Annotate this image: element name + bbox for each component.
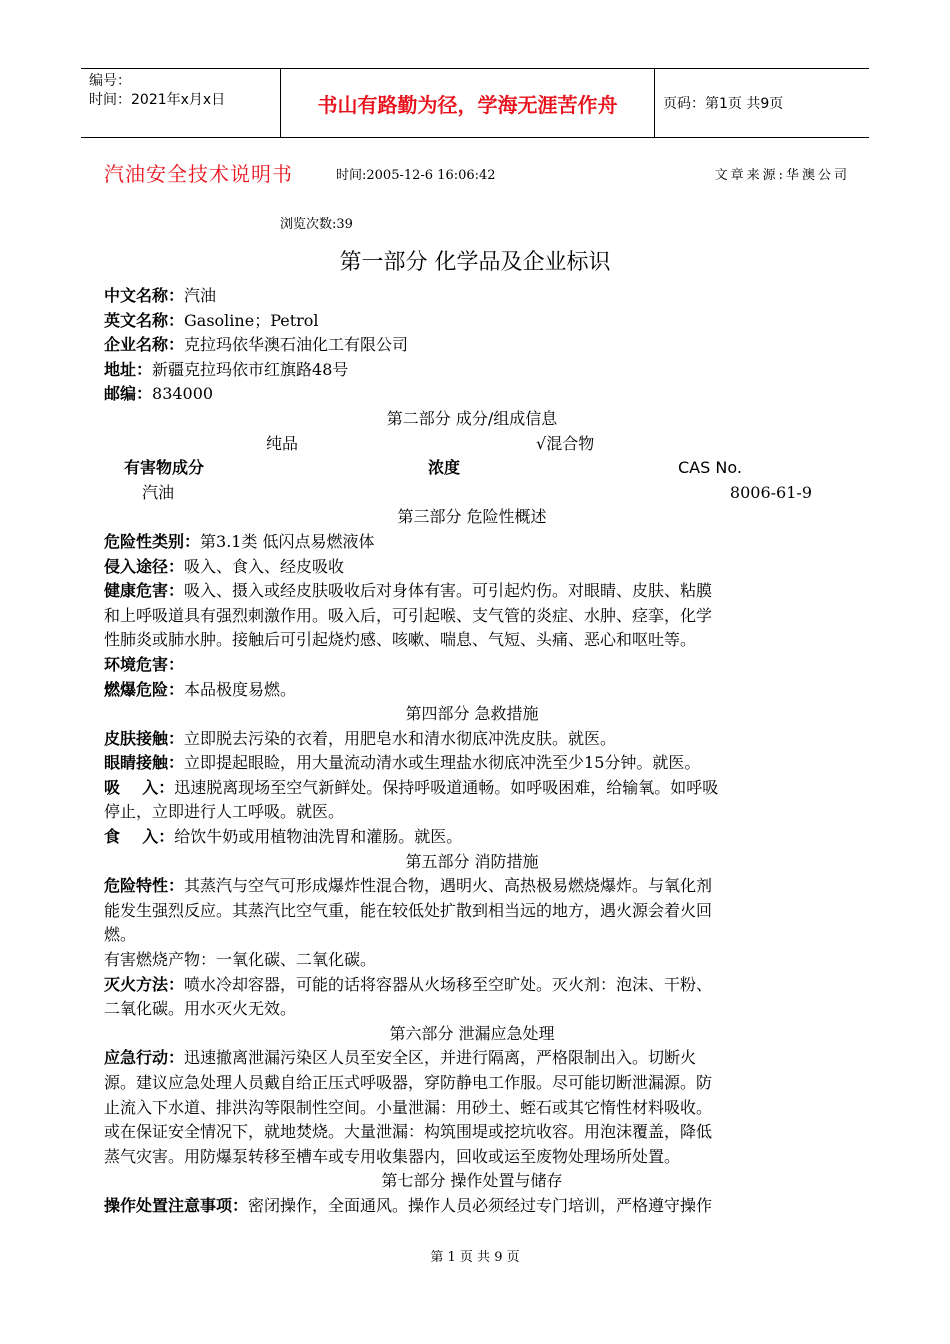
operation-line1: 操作处置注意事项：密闭操作，全面通风。操作人员必须经过专门培训，严格遵守操作 [104,1195,713,1215]
doc-source: 文章来源:华澳公司 [714,168,850,183]
en-name-line: 英文名称：Gasoline；Petrol [104,310,319,330]
combustion-products-line: 有害燃烧产物：一氧化碳、二氧化碳。 [104,950,377,970]
mixture-option: √混合物 [536,433,595,453]
doc-time: 时间:2005-12-6 16:06:42 [336,168,496,183]
document-body [104,284,840,1219]
route-line: 侵入途径：吸入、食入、经皮吸收 [104,556,345,576]
env-hazard-line: 环境危害： [104,654,185,674]
company-line: 企业名称：克拉玛依华澳石油化工有限公司 [104,335,409,355]
section-4-heading: 第四部分 急救措施 [405,704,539,724]
skin-contact-line: 皮肤接触：立即脱去污染的衣着，用肥皂水和清水彻底冲洗皮肤。就医。 [104,728,617,748]
zip-line: 邮编：834000 [104,384,214,404]
col-cas: CAS No. [678,458,742,478]
ingestion-line: 食 入：给饮牛奶或用植物油洗胃和灌肠。就医。 [104,827,463,847]
inhalation-line1: 吸 入：迅速脱离现场至空气新鲜处。保持呼吸道通畅。如呼吸困难，给输氧。如呼吸 [104,777,719,797]
col-concentration: 浓度 [428,458,461,478]
emergency-line3: 止流入下水道、排洪沟等限制性空间。小量泄漏：用砂土、蛭石或其它惰性材料吸收。 [104,1097,713,1117]
extinguish-line2: 二氧化碳。用水灭火无效。 [104,999,297,1019]
motto: 书山有路勤为径，学海无涯苦作舟 [281,69,655,137]
view-count: 浏览次数:39 [280,217,353,232]
health-hazard-line2: 和上呼吸道具有强烈刺激作用。吸入后，可引起喉、支气管的炎症、水肿、痉挛，化学 [104,605,713,625]
header-left-cell [81,69,281,137]
address-line: 地址：新疆克拉玛依市红旗路48号 [104,359,349,379]
page-info: 页码：第1页 共9页 [663,96,784,112]
header-table [81,68,869,138]
emergency-line1: 应急行动：迅速撤离泄漏污染区人员至安全区，并进行隔离，严格限制出入。切断火 [104,1048,697,1068]
doc-title: 汽油安全技术说明书 [104,162,293,186]
hazard-class-line: 危险性类别：第3.1类 低闪点易燃液体 [104,531,375,551]
emergency-line4: 或在保证安全情况下，就地焚烧。大量泄漏：构筑围堤或挖坑收容。用泡沫覆盖，降低 [104,1122,713,1142]
composition-header-row [104,456,840,481]
page-footer: 第 1 页 共 9 页 [430,1250,520,1265]
number-label: 编号： [89,73,131,89]
time-label: 时间：2021年x月x日 [89,92,226,108]
eye-contact-line: 眼睛接触：立即提起眼睑，用大量流动清水或生理盐水彻底冲洗至少15分钟。就医。 [104,753,701,773]
health-hazard-line1: 健康危害：吸入、摄入或经皮肤吸收后对身体有害。可引起灼伤。对眼睛、皮肤、粘膜 [104,581,713,601]
extinguish-line1: 灭火方法：喷水冷却容器，可能的话将容器从火场移至空旷处。灭火剂：泡沫、干粉、 [104,974,713,994]
col-component: 有害物成分 [124,458,205,478]
inhalation-line2: 停止，立即进行人工呼吸。就医。 [104,802,345,822]
section-1-heading: 第一部分 化学品及企业标识 [339,250,611,275]
section-6-heading: 第六部分 泄漏应急处理 [389,1023,555,1043]
emergency-line5: 蒸气灾害。用防爆泵转移至槽车或专用收集器内，回收或运至废物处理场所处置。 [104,1146,681,1166]
hazard-property-line3: 燃。 [104,925,137,945]
section-2-heading: 第二部分 成分/组成信息 [386,408,558,428]
hazard-property-line1: 危险特性：其蒸汽与空气可形成爆炸性混合物，遇明火、高热极易燃烧爆炸。与氧化剂 [104,876,713,896]
cas-value: 8006-61-9 [729,482,812,502]
section-5-heading: 第五部分 消防措施 [405,851,539,871]
pure-option: 纯品 [266,433,299,453]
component-value: 汽油 [142,482,175,502]
hazard-property-line2: 能发生强烈反应。其蒸汽比空气重，能在较低处扩散到相当远的地方，遇火源会着火回 [104,900,713,920]
title-row [104,158,850,188]
emergency-line2: 源。建议应急处理人员戴自给正压式呼吸器，穿防静电工作服。尽可能切断泄漏源。防 [104,1073,713,1092]
fire-hazard-line: 燃爆危险：本品极度易燃。 [104,679,297,699]
composition-data-row [104,481,840,506]
composition-type-row [104,432,840,457]
cn-name-line: 中文名称：汽油 [104,286,217,305]
section-7-heading: 第七部分 操作处置与储存 [381,1171,563,1191]
section-3-heading: 第三部分 危险性概述 [397,507,547,527]
health-hazard-line3: 性肺炎或肺水肿。接触后可引起烧灼感、咳嗽、喘息、气短、头痛、恶心和呕吐等。 [104,630,697,650]
